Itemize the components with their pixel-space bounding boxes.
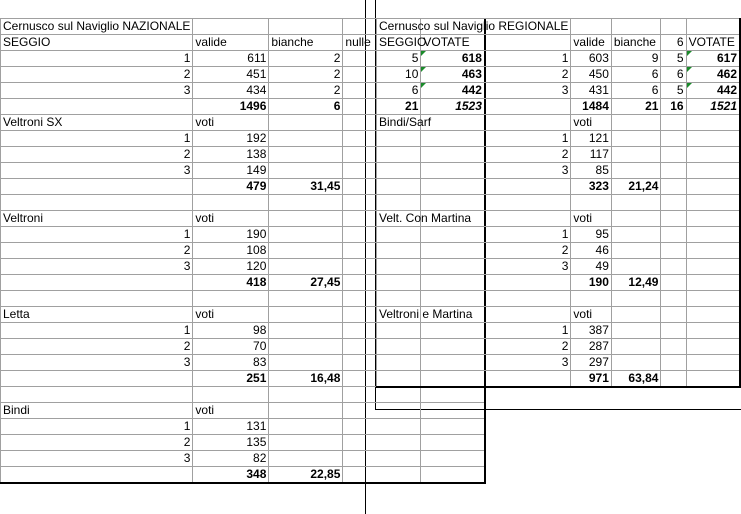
- regionale-cell[interactable]: [661, 163, 686, 179]
- regionale-row: [377, 163, 741, 179]
- nazionale-cell[interactable]: 2: [1, 147, 193, 163]
- nazionale-cell[interactable]: [269, 387, 343, 403]
- nazionale-cell[interactable]: [343, 451, 421, 467]
- regionale-cell[interactable]: [661, 115, 686, 131]
- regionale-cell[interactable]: 46: [571, 243, 611, 259]
- regionale-cell[interactable]: [377, 99, 571, 115]
- regionale-cell[interactable]: 1: [377, 227, 571, 243]
- nazionale-cell[interactable]: voti: [193, 211, 269, 227]
- nazionale-cell[interactable]: [1, 99, 193, 115]
- regionale-cell[interactable]: [611, 211, 661, 227]
- regionale-row: [377, 243, 741, 259]
- regionale-cell[interactable]: [611, 131, 661, 147]
- regionale-cell[interactable]: [611, 163, 661, 179]
- regionale-cell[interactable]: [686, 291, 740, 307]
- regionale-cell[interactable]: [661, 19, 686, 35]
- regionale-cell[interactable]: [686, 323, 740, 339]
- regionale-cell[interactable]: voti: [571, 307, 611, 323]
- nazionale-cell[interactable]: 131: [193, 419, 269, 435]
- regionale-cell[interactable]: 6: [661, 35, 686, 51]
- nazionale-cell[interactable]: SEGGIO: [1, 35, 193, 51]
- regionale-cell[interactable]: [611, 147, 661, 163]
- regionale-cell[interactable]: 21,24: [611, 179, 661, 195]
- regionale-cell[interactable]: 442: [686, 83, 740, 99]
- nazionale-cell[interactable]: 21: [343, 99, 421, 115]
- regionale-cell[interactable]: bianche: [611, 35, 661, 51]
- regionale-cell[interactable]: 49: [571, 259, 611, 275]
- nazionale-cell[interactable]: 1: [1, 131, 193, 147]
- nazionale-cell[interactable]: nulle: [343, 35, 421, 51]
- regionale-cell[interactable]: [686, 131, 740, 147]
- nazionale-cell[interactable]: Veltroni: [1, 211, 193, 227]
- nazionale-cell[interactable]: 251: [193, 371, 269, 387]
- nazionale-cell[interactable]: Veltroni SX: [1, 115, 193, 131]
- nazionale-cell[interactable]: [343, 467, 421, 484]
- regionale-cell[interactable]: [686, 19, 740, 35]
- regionale-cell[interactable]: 85: [571, 163, 611, 179]
- nazionale-cell[interactable]: [269, 195, 343, 211]
- regionale-cell[interactable]: [571, 291, 611, 307]
- regionale-cell[interactable]: [611, 323, 661, 339]
- nazionale-cell[interactable]: [1, 179, 193, 195]
- regionale-cell[interactable]: 1: [377, 131, 571, 147]
- regionale-cell[interactable]: 1: [377, 323, 571, 339]
- nazionale-cell[interactable]: [421, 387, 485, 403]
- nazionale-cell[interactable]: [421, 419, 485, 435]
- regionale-cell[interactable]: Veltroni e Martina: [377, 307, 571, 323]
- regionale-row: [377, 115, 741, 131]
- regionale-cell[interactable]: [661, 227, 686, 243]
- nazionale-cell[interactable]: [269, 243, 343, 259]
- regionale-cell[interactable]: 3: [377, 163, 571, 179]
- regionale-cell[interactable]: Cernusco sul Naviglio REGIONALE: [377, 19, 571, 35]
- regionale-cell[interactable]: [611, 291, 661, 307]
- regionale-cell[interactable]: 450: [571, 67, 611, 83]
- regionale-cell[interactable]: [686, 147, 740, 163]
- regionale-cell[interactable]: voti: [571, 115, 611, 131]
- nazionale-cell[interactable]: voti: [193, 307, 269, 323]
- nazionale-cell[interactable]: [1, 387, 193, 403]
- regionale-cell[interactable]: [661, 243, 686, 259]
- regionale-cell[interactable]: 3: [377, 355, 571, 371]
- regionale-cell[interactable]: 297: [571, 355, 611, 371]
- regionale-cell[interactable]: [377, 275, 571, 291]
- regionale-row: [377, 259, 741, 275]
- nazionale-cell[interactable]: 1: [1, 419, 193, 435]
- nazionale-cell[interactable]: [421, 451, 485, 467]
- nazionale-cell[interactable]: 2: [269, 83, 343, 99]
- regionale-cell[interactable]: [686, 371, 740, 388]
- nazionale-cell[interactable]: [1, 275, 193, 291]
- regionale-row: [377, 131, 741, 147]
- nazionale-cell[interactable]: 31,45: [269, 179, 343, 195]
- regionale-cell[interactable]: [661, 179, 686, 195]
- nazionale-cell[interactable]: 3: [1, 259, 193, 275]
- nazionale-cell[interactable]: 22,85: [269, 467, 343, 484]
- nazionale-row: [1, 435, 485, 451]
- regionale-row: [377, 307, 741, 323]
- nazionale-cell[interactable]: 1: [1, 51, 193, 67]
- regionale-cell[interactable]: 117: [571, 147, 611, 163]
- nazionale-cell[interactable]: 135: [193, 435, 269, 451]
- nazionale-cell[interactable]: 2: [1, 67, 193, 83]
- nazionale-cell[interactable]: [269, 403, 343, 419]
- regionale-cell[interactable]: 1484: [571, 99, 611, 115]
- nazionale-cell[interactable]: [269, 115, 343, 131]
- regionale-cell[interactable]: [661, 131, 686, 147]
- regionale-cell[interactable]: 431: [571, 83, 611, 99]
- nazionale-cell[interactable]: 27,45: [269, 275, 343, 291]
- nazionale-cell[interactable]: 1: [1, 227, 193, 243]
- regionale-row: [377, 323, 741, 339]
- regionale-cell[interactable]: [611, 307, 661, 323]
- nazionale-cell[interactable]: 451: [193, 67, 269, 83]
- nazionale-cell[interactable]: [269, 147, 343, 163]
- regionale-row: [377, 99, 741, 115]
- regionale-cell[interactable]: 5: [661, 51, 686, 67]
- regionale-cell[interactable]: [686, 163, 740, 179]
- nazionale-cell[interactable]: [193, 291, 269, 307]
- nazionale-cell[interactable]: [421, 403, 485, 419]
- nazionale-cell[interactable]: 149: [193, 163, 269, 179]
- regionale-cell[interactable]: Velt. Con Martina: [377, 211, 571, 227]
- nazionale-cell[interactable]: 190: [193, 227, 269, 243]
- nazionale-cell[interactable]: 6: [343, 83, 421, 99]
- regionale-cell[interactable]: [686, 355, 740, 371]
- regionale-table: [376, 18, 741, 388]
- nazionale-cell[interactable]: 10: [343, 67, 421, 83]
- regionale-cell[interactable]: [686, 115, 740, 131]
- nazionale-row: [1, 387, 485, 403]
- regionale-cell[interactable]: [611, 115, 661, 131]
- nazionale-cell[interactable]: 1523: [421, 99, 485, 115]
- regionale-row: [377, 19, 741, 35]
- nazionale-cell[interactable]: 3: [1, 355, 193, 371]
- regionale-cell[interactable]: [611, 339, 661, 355]
- nazionale-cell[interactable]: [269, 19, 343, 35]
- regionale-cell[interactable]: [661, 291, 686, 307]
- nazionale-cell[interactable]: [269, 323, 343, 339]
- nazionale-cell[interactable]: 83: [193, 355, 269, 371]
- nazionale-cell[interactable]: 108: [193, 243, 269, 259]
- nazionale-cell[interactable]: 2: [1, 435, 193, 451]
- nazionale-cell[interactable]: valide: [193, 35, 269, 51]
- nazionale-cell[interactable]: 3: [1, 163, 193, 179]
- regionale-cell[interactable]: 21: [611, 99, 661, 115]
- regionale-row: [377, 83, 741, 99]
- nazionale-cell[interactable]: 120: [193, 259, 269, 275]
- nazionale-cell[interactable]: 70: [193, 339, 269, 355]
- regionale-cell[interactable]: 190: [571, 275, 611, 291]
- nazionale-cell[interactable]: [269, 163, 343, 179]
- nazionale-cell[interactable]: 611: [193, 51, 269, 67]
- nazionale-cell[interactable]: [269, 259, 343, 275]
- nazionale-cell[interactable]: [193, 19, 269, 35]
- regionale-row: [377, 339, 741, 355]
- regionale-cell[interactable]: [686, 275, 740, 291]
- nazionale-cell[interactable]: [269, 419, 343, 435]
- regionale-cell[interactable]: 2: [377, 339, 571, 355]
- regionale-row: [377, 51, 741, 67]
- nazionale-cell[interactable]: 192: [193, 131, 269, 147]
- regionale-row: [377, 195, 741, 211]
- nazionale-cell[interactable]: 2: [1, 339, 193, 355]
- regionale-cell[interactable]: 971: [571, 371, 611, 388]
- nazionale-cell[interactable]: Cernusco sul Naviglio NAZIONALE: [1, 19, 193, 35]
- regionale-cell[interactable]: [571, 195, 611, 211]
- regionale-cell[interactable]: [571, 19, 611, 35]
- nazionale-cell[interactable]: [269, 291, 343, 307]
- regionale-cell[interactable]: [377, 195, 571, 211]
- nazionale-cell[interactable]: [269, 131, 343, 147]
- regionale-cell[interactable]: valide: [571, 35, 611, 51]
- nazionale-cell[interactable]: 1: [1, 323, 193, 339]
- regionale-cell[interactable]: 5: [661, 83, 686, 99]
- regionale-cell[interactable]: 12,49: [611, 275, 661, 291]
- nazionale-row: [1, 451, 485, 467]
- nazionale-cell[interactable]: 1496: [193, 99, 269, 115]
- regionale-cell[interactable]: 9: [611, 51, 661, 67]
- nazionale-cell[interactable]: bianche: [269, 35, 343, 51]
- regionale-cell[interactable]: [661, 259, 686, 275]
- regionale-cell[interactable]: 2: [377, 67, 571, 83]
- nazionale-cell[interactable]: [1, 195, 193, 211]
- regionale-cell[interactable]: 2: [377, 147, 571, 163]
- regionale-cell[interactable]: 3: [377, 259, 571, 275]
- regionale-cell[interactable]: [611, 259, 661, 275]
- nazionale-cell[interactable]: 442: [421, 83, 485, 99]
- nazionale-cell[interactable]: 348: [193, 467, 269, 484]
- regionale-cell[interactable]: [661, 275, 686, 291]
- nazionale-cell[interactable]: 418: [193, 275, 269, 291]
- nazionale-cell[interactable]: 98: [193, 323, 269, 339]
- regionale-cell[interactable]: [661, 307, 686, 323]
- regionale-cell[interactable]: [686, 307, 740, 323]
- nazionale-cell[interactable]: [269, 451, 343, 467]
- regionale-cell[interactable]: [686, 339, 740, 355]
- regionale-cell[interactable]: [661, 147, 686, 163]
- regionale-row: [377, 35, 741, 51]
- regionale-cell[interactable]: [686, 211, 740, 227]
- regionale-cell[interactable]: [661, 211, 686, 227]
- nazionale-cell[interactable]: 2: [1, 243, 193, 259]
- nazionale-cell[interactable]: VOTATE: [421, 35, 485, 51]
- nazionale-cell[interactable]: [193, 387, 269, 403]
- nazionale-cell[interactable]: [343, 435, 421, 451]
- regionale-row: [377, 179, 741, 195]
- regionale-cell[interactable]: [661, 355, 686, 371]
- regionale-cell[interactable]: 63,84: [611, 371, 661, 388]
- nazionale-cell[interactable]: [421, 435, 485, 451]
- regionale-cell[interactable]: [686, 195, 740, 211]
- nazionale-cell[interactable]: Bindi: [1, 403, 193, 419]
- regionale-cell[interactable]: [377, 179, 571, 195]
- regionale-row: [377, 67, 741, 83]
- regionale-row: [377, 147, 741, 163]
- regionale-cell[interactable]: SEGGIO: [377, 35, 571, 51]
- nazionale-cell[interactable]: 434: [193, 83, 269, 99]
- nazionale-cell[interactable]: [193, 195, 269, 211]
- regionale-cell[interactable]: 1: [377, 51, 571, 67]
- nazionale-cell[interactable]: [269, 211, 343, 227]
- regionale-row: [377, 355, 741, 371]
- regionale-cell[interactable]: 462: [686, 67, 740, 83]
- regionale-cell[interactable]: 3: [377, 83, 571, 99]
- regionale-cell[interactable]: [611, 243, 661, 259]
- regionale-row: [377, 371, 741, 388]
- nazionale-cell[interactable]: 6: [269, 99, 343, 115]
- regionale-cell[interactable]: [661, 195, 686, 211]
- nazionale-row: [1, 403, 485, 419]
- regionale-cell[interactable]: [611, 19, 661, 35]
- nazionale-row: [1, 419, 485, 435]
- nazionale-cell[interactable]: [269, 355, 343, 371]
- nazionale-cell[interactable]: [343, 419, 421, 435]
- nazionale-cell[interactable]: 3: [1, 83, 193, 99]
- nazionale-cell[interactable]: [1, 371, 193, 387]
- regionale-cell[interactable]: 6: [611, 67, 661, 83]
- nazionale-cell[interactable]: [343, 387, 421, 403]
- regionale-cell[interactable]: 1521: [686, 99, 740, 115]
- regionale-cell[interactable]: [377, 291, 571, 307]
- regionale-cell[interactable]: 387: [571, 323, 611, 339]
- regionale-cell[interactable]: voti: [571, 211, 611, 227]
- regionale-cell[interactable]: 617: [686, 51, 740, 67]
- regionale-cell[interactable]: [661, 323, 686, 339]
- regionale-cell[interactable]: 603: [571, 51, 611, 67]
- regionale-row: [377, 227, 741, 243]
- regionale-row: [377, 211, 741, 227]
- nazionale-cell[interactable]: [269, 307, 343, 323]
- regionale-cell[interactable]: [611, 355, 661, 371]
- regionale-cell[interactable]: [661, 371, 686, 388]
- nazionale-cell[interactable]: 618: [421, 51, 485, 67]
- nazionale-row: [1, 467, 485, 484]
- nazionale-cell[interactable]: 138: [193, 147, 269, 163]
- nazionale-cell[interactable]: voti: [193, 403, 269, 419]
- regionale-cell[interactable]: 6: [611, 83, 661, 99]
- nazionale-cell[interactable]: [1, 291, 193, 307]
- regionale-cell[interactable]: 323: [571, 179, 611, 195]
- nazionale-cell[interactable]: [269, 227, 343, 243]
- nazionale-cell[interactable]: voti: [193, 115, 269, 131]
- regionale-cell[interactable]: 2: [377, 243, 571, 259]
- regionale-cell[interactable]: 287: [571, 339, 611, 355]
- regionale-cell[interactable]: [686, 259, 740, 275]
- regionale-cell[interactable]: [686, 179, 740, 195]
- regionale-cell[interactable]: 16: [661, 99, 686, 115]
- regionale-cell[interactable]: [377, 371, 571, 388]
- nazionale-cell[interactable]: 82: [193, 451, 269, 467]
- nazionale-cell[interactable]: [421, 467, 485, 484]
- regionale-cell[interactable]: 6: [661, 67, 686, 83]
- nazionale-cell[interactable]: [1, 467, 193, 484]
- regionale-cell[interactable]: 121: [571, 131, 611, 147]
- nazionale-cell[interactable]: 463: [421, 67, 485, 83]
- nazionale-cell[interactable]: [269, 339, 343, 355]
- nazionale-cell[interactable]: 479: [193, 179, 269, 195]
- nazionale-cell[interactable]: 5: [343, 51, 421, 67]
- regionale-cell[interactable]: Bindi/Sarf: [377, 115, 571, 131]
- nazionale-cell[interactable]: [269, 435, 343, 451]
- regionale-cell[interactable]: [686, 227, 740, 243]
- regionale-row: [377, 275, 741, 291]
- regionale-cell[interactable]: [661, 339, 686, 355]
- nazionale-cell[interactable]: 2: [269, 51, 343, 67]
- nazionale-cell[interactable]: 2: [269, 67, 343, 83]
- nazionale-cell[interactable]: [343, 403, 421, 419]
- nazionale-cell[interactable]: Letta: [1, 307, 193, 323]
- nazionale-cell[interactable]: 16,48: [269, 371, 343, 387]
- nazionale-cell[interactable]: 3: [1, 451, 193, 467]
- regionale-row: [377, 291, 741, 307]
- regionale-cell[interactable]: 95: [571, 227, 611, 243]
- regionale-cell[interactable]: [611, 227, 661, 243]
- regionale-cell[interactable]: [686, 243, 740, 259]
- regionale-cell[interactable]: [611, 195, 661, 211]
- regionale-cell[interactable]: VOTATE: [686, 35, 740, 51]
